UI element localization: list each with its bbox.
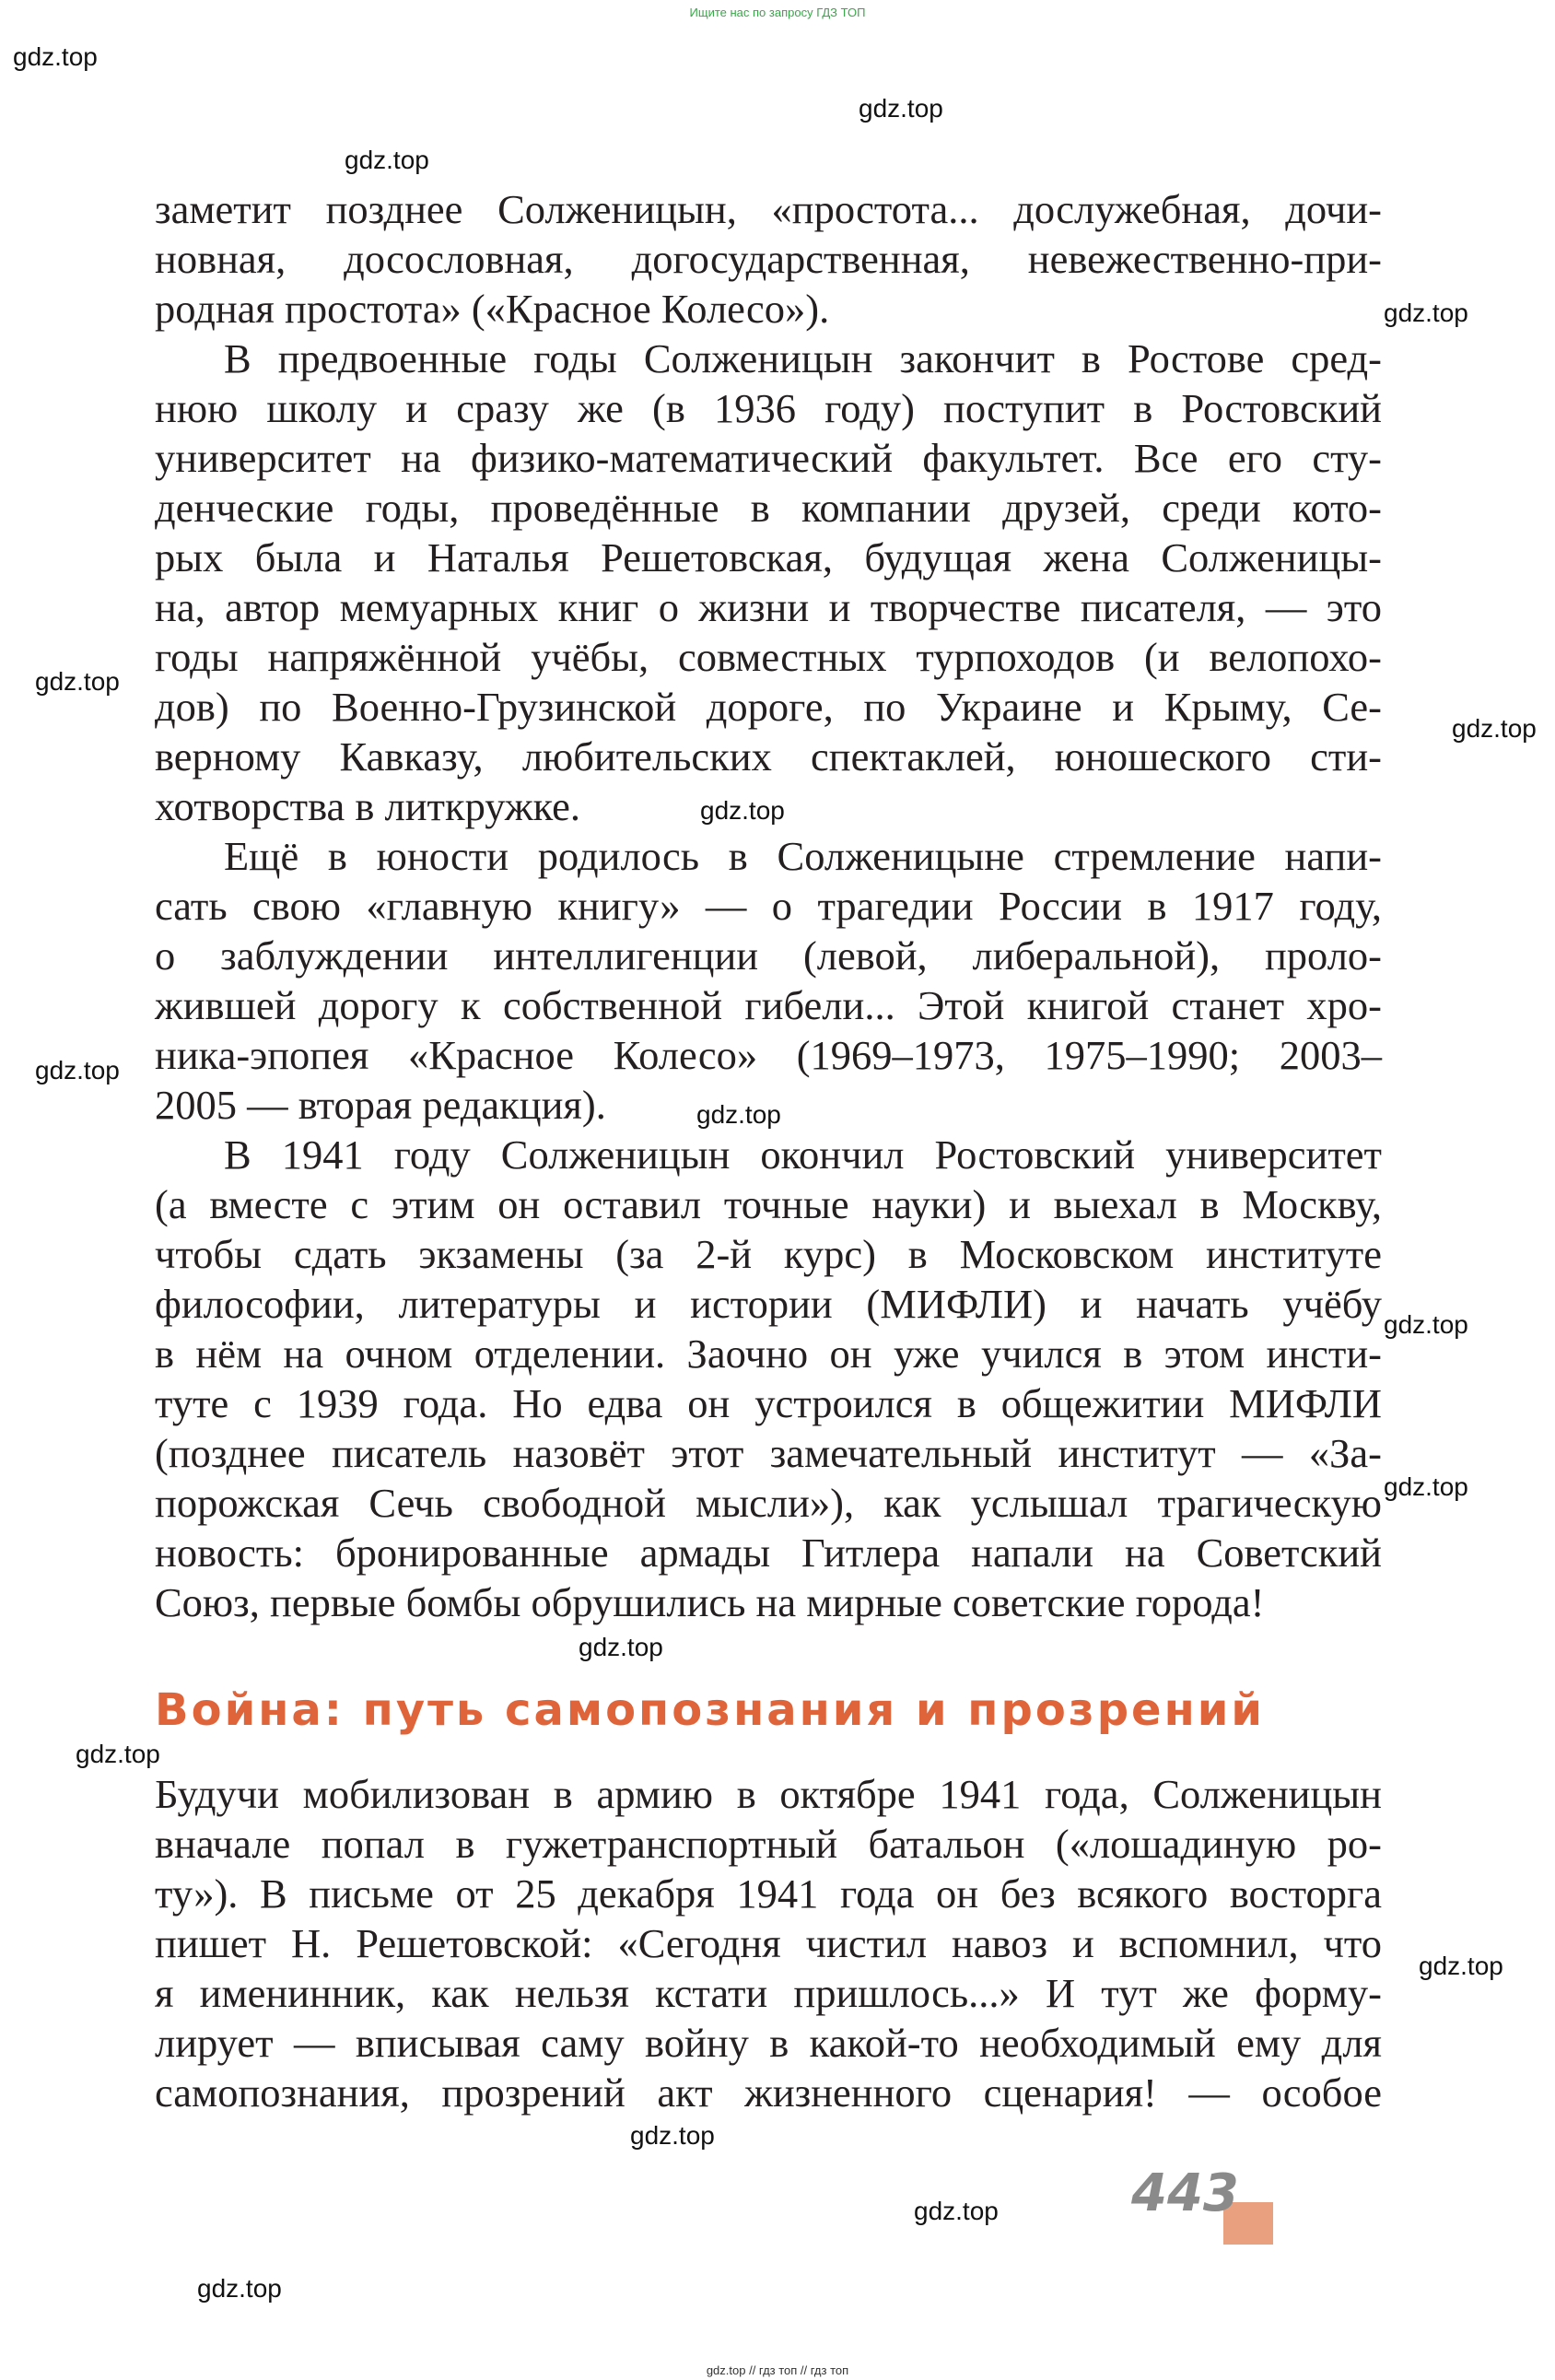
text-line: сать свою «главную книгу» — о трагедии России в 1917 году,: [155, 883, 1382, 929]
text-line: самопознания, прозрений акт жизненного сценария! — особое: [155, 2069, 1382, 2116]
watermark: gdz.top: [1452, 714, 1537, 743]
text-line: Ещё в юности родилось в Солженицыне стремление напи-: [224, 833, 1382, 879]
text-line: философии, литературы и истории (МИФЛИ) и начать учёбу: [155, 1281, 1382, 1327]
text-line: ника-эпопея «Красное Колесо» (1969–1973, 1975–1990; 2003–: [155, 1032, 1382, 1078]
text-line: В 1941 году Солженицын окончил Ростовский университет: [224, 1131, 1382, 1178]
header-note: Ищите нас по запросу ГДЗ ТОП: [689, 6, 866, 19]
text-line: новость: бронированные армады Гитлера напали на Советский: [155, 1530, 1382, 1576]
watermark: gdz.top: [1384, 1310, 1468, 1339]
watermark: gdz.top: [1419, 1952, 1503, 1980]
text-line: туте с 1939 года. Но едва он устроился в общежитии МИФЛИ: [155, 1380, 1382, 1426]
text-line: В предвоенные годы Солженицын закончит в Ростове сред-: [224, 335, 1382, 381]
watermark: gdz.top: [1384, 1472, 1468, 1501]
text-line: заметит позднее Солженицын, «простота... дослужебная, дочи-: [155, 186, 1382, 232]
text-line: рых была и Наталья Решетовская, будущая жена Солженицы-: [155, 534, 1382, 580]
text-line: жившей дорогу к собственной гибели... Этой книгой станет хро-: [155, 982, 1382, 1028]
text-line: чтобы сдать экзамены (за 2-й курс) в Московском институте: [155, 1231, 1382, 1277]
watermark: gdz.top: [35, 1056, 120, 1084]
watermark: gdz.top: [76, 1740, 160, 1768]
text-line: хотворства в литкружке.: [155, 783, 581, 829]
text-line: денческие годы, проведённые в компании друзей, среди кото-: [155, 485, 1382, 531]
text-line: нюю школу и сразу же (в 1936 году) поступит в Ростовский: [155, 385, 1382, 431]
text-line: годы напряжённой учёбы, совместных турпоходов (и велопохо-: [155, 634, 1382, 680]
watermark: gdz.top: [914, 2197, 999, 2225]
watermark: gdz.top: [35, 667, 120, 696]
text-line: на, автор мемуарных книг о жизни и творчестве писателя, — это: [155, 584, 1382, 630]
text-line: (а вместе с этим он оставил точные науки) и выехал в Москву,: [155, 1181, 1382, 1227]
watermark: gdz.top: [345, 146, 429, 174]
watermark: gdz.top: [1384, 299, 1468, 327]
watermark: gdz.top: [13, 42, 98, 71]
text-line: пишет Н. Решетовской: «Сегодня чистил навоз и вспомнил, что: [155, 1920, 1382, 1966]
text-line: родная простота» («Красное Колесо»).: [155, 286, 830, 332]
watermark: gdz.top: [859, 94, 943, 123]
text-line: верному Кавказу, любительских спектаклей, юношеского сти-: [155, 733, 1382, 780]
text-line: Будучи мобилизован в армию в октябре 1941 года, Солженицын: [155, 1771, 1382, 1817]
text-line: 2005 — вторая редакция).: [155, 1082, 606, 1128]
footer-note: gdz.top // гдз топ // гдз топ: [706, 2363, 849, 2377]
watermark: gdz.top: [700, 796, 785, 825]
text-line: дов) по Военно-Грузинской дороге, по Украине и Крыму, Се-: [155, 684, 1382, 730]
section-heading: Война: путь самопознания и прозрений: [155, 1684, 1266, 1736]
text-line: лирует — вписывая саму войну в какой-то необходимый ему для: [155, 2020, 1382, 2066]
page-number: 443: [1131, 2163, 1239, 2223]
text-line: (позднее писатель назовёт этот замечательный институт — «За-: [155, 1430, 1382, 1476]
text-line: вначале попал в гужетранспортный батальон («лошадиную ро-: [155, 1821, 1382, 1867]
text-line: Союз, первые бомбы обрушились на мирные советские города!: [155, 1579, 1265, 1625]
watermark: gdz.top: [696, 1100, 781, 1129]
text-line: ту»). В письме от 25 декабря 1941 года он без всякого восторга: [155, 1870, 1382, 1917]
text-line: новная, досословная, догосударственная, невежественно-при-: [155, 236, 1382, 282]
text-line: порожская Сечь свободной мысли»), как услышал трагическую: [155, 1480, 1382, 1526]
watermark: gdz.top: [579, 1633, 663, 1661]
watermark: gdz.top: [630, 2121, 715, 2150]
text-line: университет на физико-математический факультет. Все его сту-: [155, 435, 1382, 481]
text-line: о заблуждении интеллигенции (левой, либеральной), проло-: [155, 932, 1382, 979]
text-line: в нём на очном отделении. Заочно он уже учился в этом инсти-: [155, 1331, 1382, 1377]
text-line: я именинник, как нельзя кстати пришлось...» И тут же форму-: [155, 1970, 1382, 2016]
watermark: gdz.top: [197, 2274, 282, 2303]
